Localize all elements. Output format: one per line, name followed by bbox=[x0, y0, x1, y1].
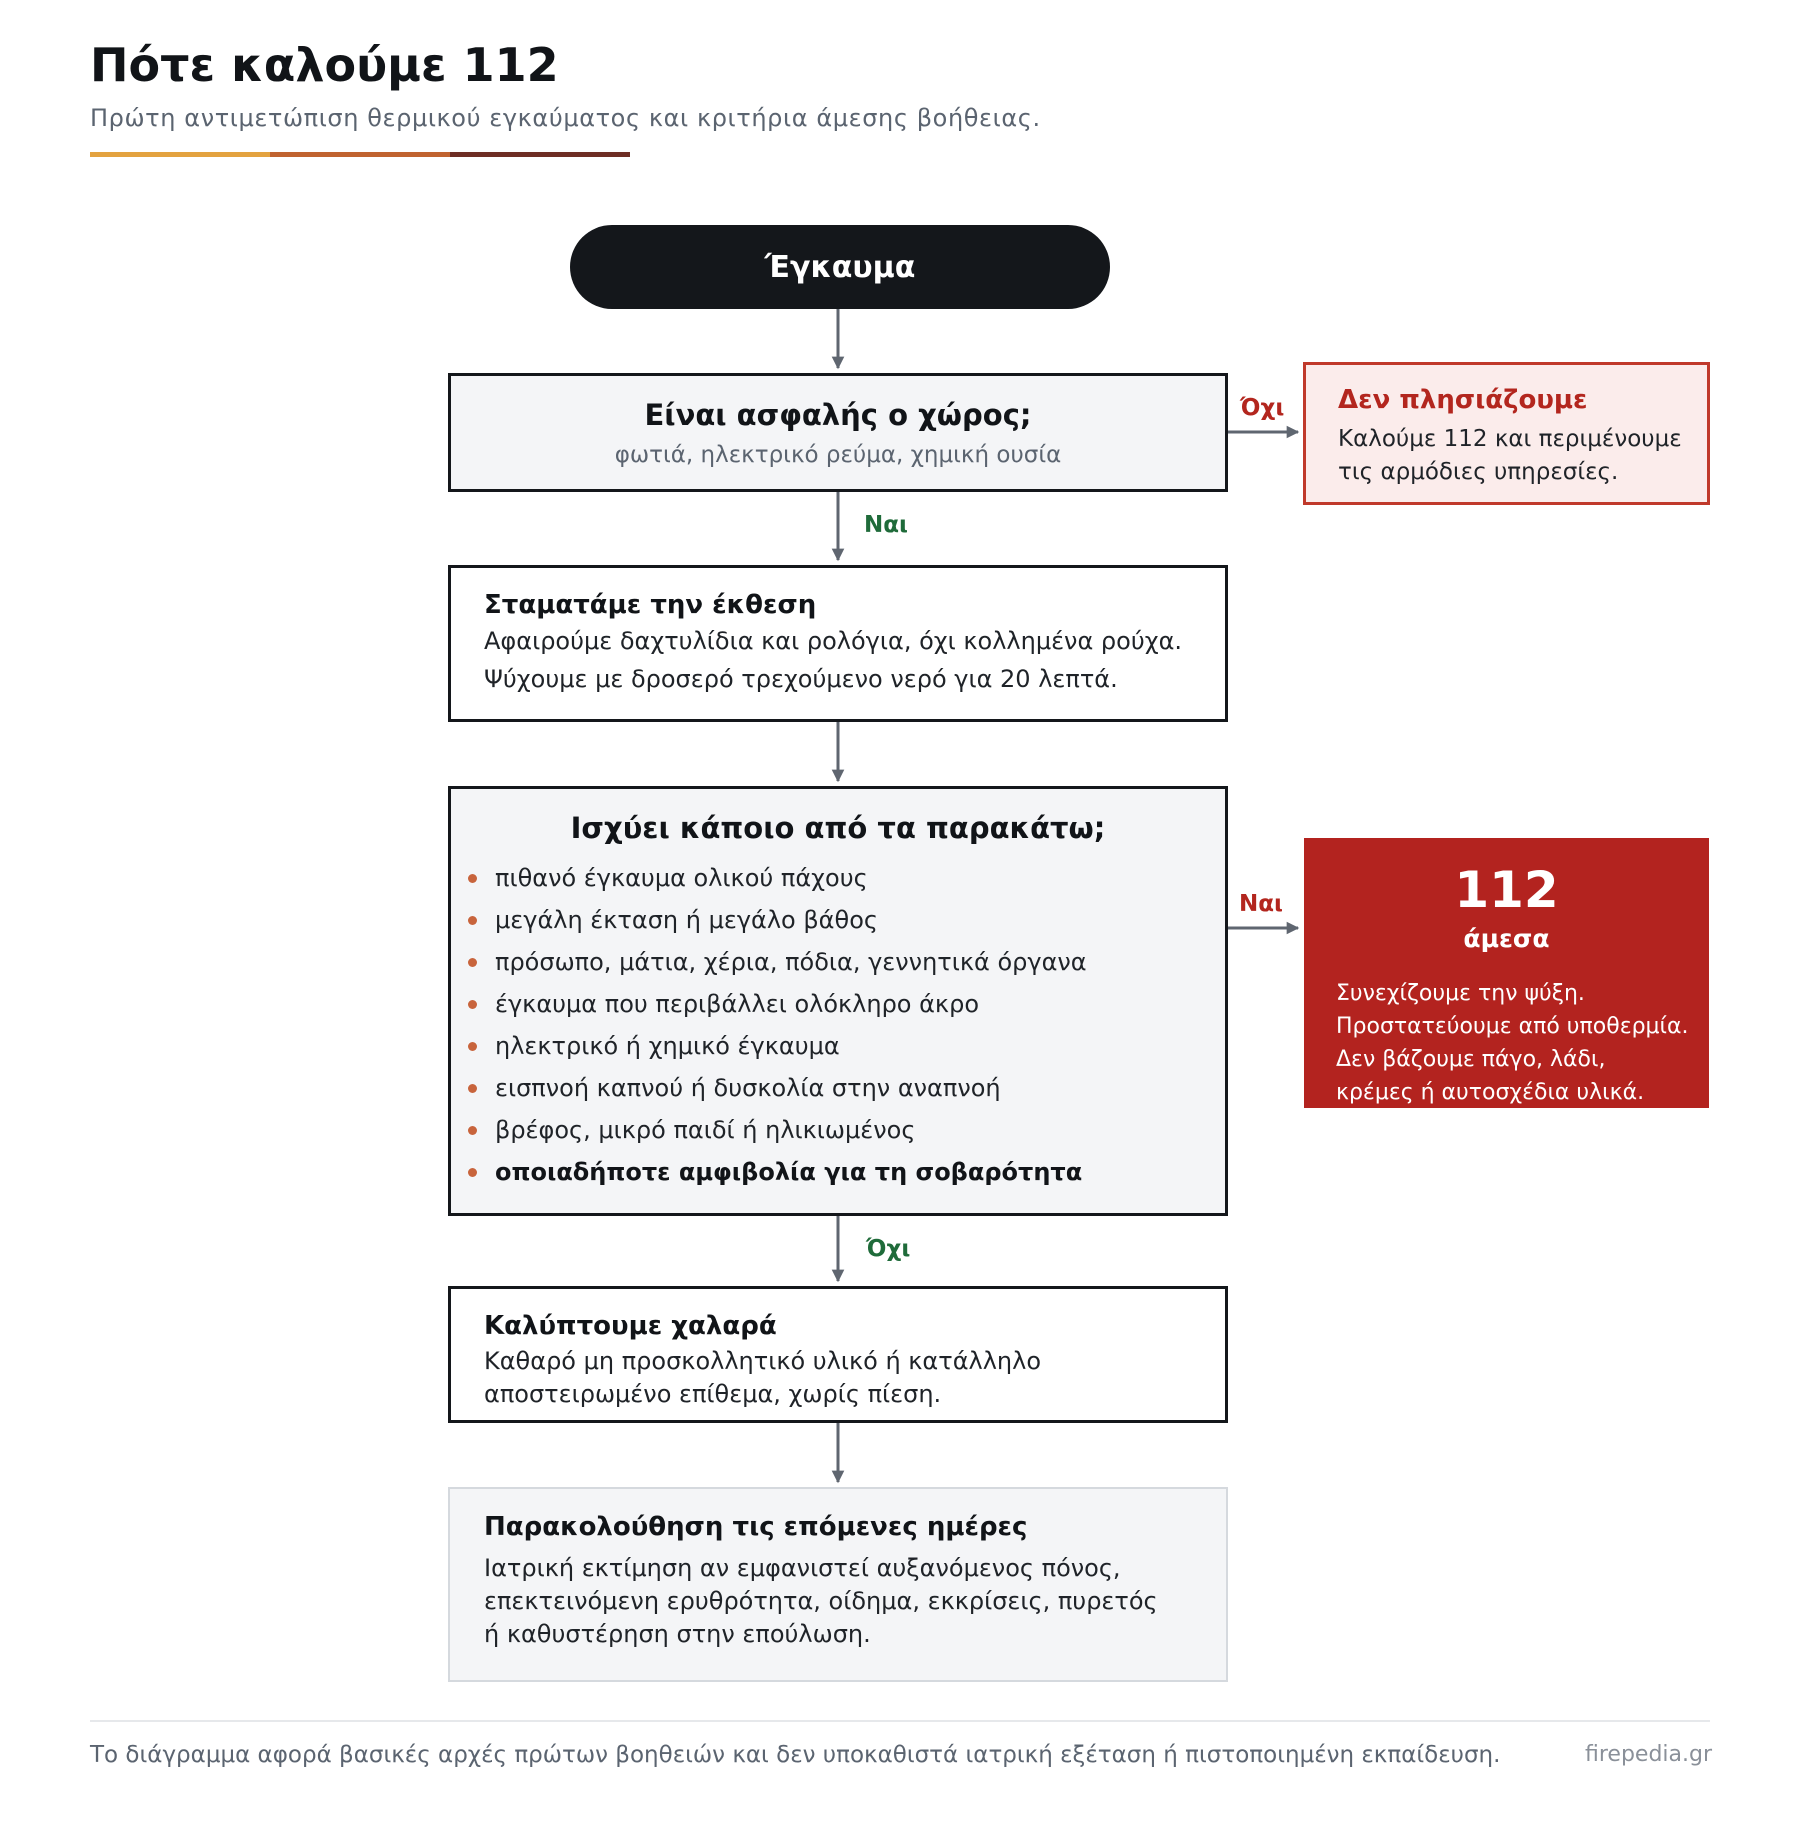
step-cover bbox=[448, 1286, 1228, 1423]
bullet-dot bbox=[468, 1042, 477, 1051]
label-criteria-no: Όχι bbox=[866, 1236, 911, 1262]
step-text-line: Ιατρική εκτίμηση αν εμφανιστεί αυξανόμενος πόνος, bbox=[484, 1554, 1121, 1582]
emergency-text-line: κρέμες ή αυτοσχέδια υλικά. bbox=[1336, 1080, 1645, 1105]
bullet-dot bbox=[468, 1084, 477, 1093]
bullet-dot bbox=[468, 958, 477, 967]
warning-text-line: Καλούμε 112 και περιμένουμε bbox=[1338, 426, 1682, 452]
step-monitoring-text bbox=[484, 1552, 1226, 1651]
warning-text bbox=[1338, 423, 1707, 489]
criteria-item: οποιαδήποτε αμφιβολία για τη σοβαρότητα bbox=[451, 1151, 1225, 1193]
step-stop-exposure bbox=[448, 565, 1228, 722]
criteria-item: μεγάλη έκταση ή μεγάλο βάθος bbox=[451, 899, 1225, 941]
emergency-number: 112 bbox=[1454, 861, 1559, 919]
criteria-item: έγκαυμα που περιβάλλει ολόκληρο άκρο bbox=[451, 983, 1225, 1025]
emergency-subtitle: άμεσα bbox=[1463, 924, 1550, 953]
page-subtitle: Πρώτη αντιμετώπιση θερμικού εγκαύματος και κριτήρια άμεσης βοήθειας. bbox=[90, 104, 1041, 132]
emergency-text-line: Δεν βάζουμε πάγο, λάδι, bbox=[1336, 1047, 1606, 1072]
label-criteria-yes: Ναι bbox=[1239, 891, 1284, 917]
footer-divider bbox=[90, 1720, 1710, 1722]
emergency-text-line: Προστατεύουμε από υποθερμία. bbox=[1336, 1014, 1689, 1039]
footer-note: Το διάγραμμα αφορά βασικές αρχές πρώτων βοηθειών και δεν υποκαθιστά ιατρική εξέταση ή πιστοποιημένη εκπαίδευση. bbox=[90, 1742, 1501, 1768]
start-node: Έγκαυμα bbox=[570, 225, 1110, 309]
step-cover-text bbox=[484, 1345, 1225, 1411]
bullet-dot bbox=[468, 916, 477, 925]
question-safe-space bbox=[448, 373, 1228, 492]
emergency-box bbox=[1304, 838, 1709, 1108]
criteria-item: πρόσωπο, μάτια, χέρια, πόδια, γεννητικά όργανα bbox=[451, 941, 1225, 983]
criteria-item: βρέφος, μικρό παιδί ή ηλικιωμένος bbox=[451, 1109, 1225, 1151]
criteria-item: ηλεκτρικό ή χημικό έγκαυμα bbox=[451, 1025, 1225, 1067]
step-text-line: αποστειρωμένο επίθεμα, χωρίς πίεση. bbox=[484, 1380, 942, 1408]
step-text-line: Ψύχουμε με δροσερό τρεχούμενο νερό για 20 λεπτά. bbox=[484, 665, 1118, 693]
question-safe-space-subtitle: φωτιά, ηλεκτρικό ρεύμα, χημική ουσία bbox=[614, 442, 1062, 468]
emergency-text bbox=[1304, 977, 1709, 1109]
label-safe-yes: Ναι bbox=[864, 512, 909, 538]
step-text-line: επεκτεινόμενη ερυθρότητα, οίδημα, εκκρίσεις, πυρετός bbox=[484, 1587, 1158, 1615]
criteria-list bbox=[451, 857, 1225, 1193]
bullet-dot bbox=[468, 1000, 477, 1009]
warning-box bbox=[1303, 362, 1710, 505]
footer-brand-link[interactable]: firepedia.gr bbox=[1585, 1742, 1713, 1767]
step-monitoring bbox=[448, 1487, 1228, 1682]
criteria-item: πιθανό έγκαυμα ολικού πάχους bbox=[451, 857, 1225, 899]
question-safe-space-title: Είναι ασφαλής ο χώρος; bbox=[644, 398, 1032, 432]
warning-text-line: τις αρμόδιες υπηρεσίες. bbox=[1338, 459, 1619, 485]
step-stop-exposure-text bbox=[484, 622, 1225, 698]
page-title: Πότε καλούμε 112 bbox=[90, 38, 559, 92]
question-criteria-title: Ισχύει κάποιο από τα παρακάτω; bbox=[570, 811, 1106, 845]
warning-title: Δεν πλησιάζουμε bbox=[1338, 385, 1588, 415]
emergency-text-line: Συνεχίζουμε την ψύξη. bbox=[1336, 981, 1585, 1006]
step-monitoring-title: Παρακολούθηση τις επόμενες ημέρες bbox=[484, 1512, 1028, 1542]
step-text-line: Αφαιρούμε δαχτυλίδια και ρολόγια, όχι κολλημένα ρούχα. bbox=[484, 627, 1183, 655]
step-text-line: ή καθυστέρηση στην επούλωση. bbox=[484, 1620, 871, 1648]
bullet-dot bbox=[468, 1126, 477, 1135]
step-stop-exposure-title: Σταματάμε την έκθεση bbox=[484, 590, 817, 620]
step-cover-title: Καλύπτουμε χαλαρά bbox=[484, 1311, 777, 1341]
label-safe-no: Όχι bbox=[1240, 395, 1285, 421]
step-text-line: Καθαρό μη προσκολλητικό υλικό ή κατάλληλο bbox=[484, 1347, 1042, 1375]
bullet-dot bbox=[468, 1168, 477, 1177]
criteria-item: εισπνοή καπνού ή δυσκολία στην αναπνοή bbox=[451, 1067, 1225, 1109]
question-criteria bbox=[448, 786, 1228, 1216]
bullet-dot bbox=[468, 874, 477, 883]
